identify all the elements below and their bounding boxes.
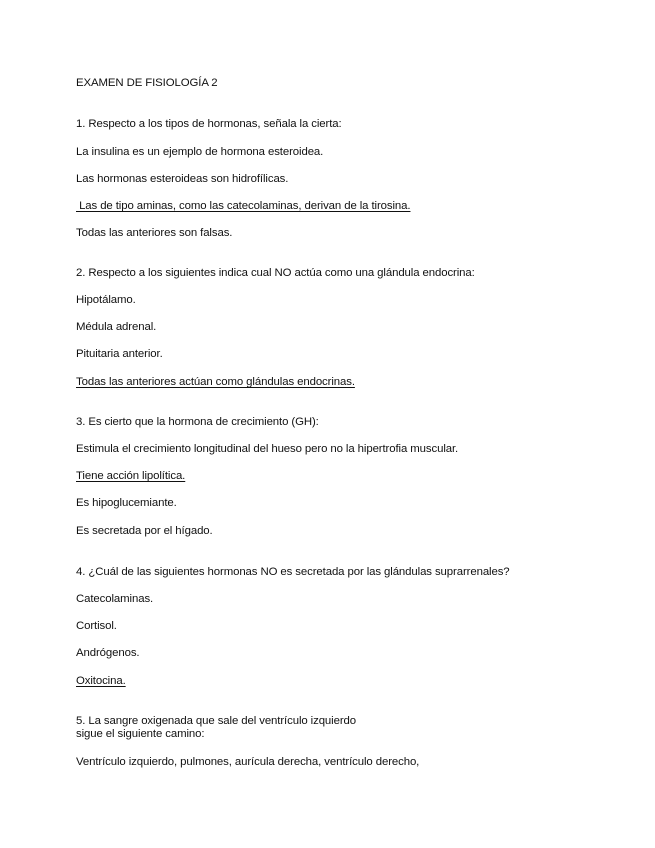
- question-2-option-d-correct: Todas las anteriores actúan como glándulas endocrinas.: [76, 376, 355, 388]
- question-3-option-c: Es hipoglucemiante.: [76, 497, 177, 509]
- exam-title: EXAMEN DE FISIOLOGÍA 2: [76, 77, 218, 89]
- question-5-prompt-line-1: 5. La sangre oxigenada que sale del ventrículo izquierdo: [76, 715, 356, 727]
- question-3-prompt: 3. Es cierto que la hormona de crecimiento (GH):: [76, 416, 319, 428]
- question-3-option-a: Estimula el crecimiento longitudinal del hueso pero no la hipertrofia muscular.: [76, 443, 459, 455]
- question-1-option-b: Las hormonas esteroideas son hidrofílicas.: [76, 173, 289, 185]
- question-4-option-d-correct: Oxitocina.: [76, 675, 126, 687]
- question-4-option-a: Catecolaminas.: [76, 593, 154, 605]
- question-2-option-b: Médula adrenal.: [76, 321, 157, 333]
- question-1-option-c-correct: Las de tipo aminas, como las catecolaminas, derivan de la tirosina.: [76, 200, 411, 212]
- question-5-prompt-line-2: sigue el siguiente camino:: [76, 728, 205, 740]
- question-5-option-a: Ventrículo izquierdo, pulmones, aurícula derecha, ventrículo derecho,: [76, 756, 420, 768]
- question-2-option-a: Hipotálamo.: [76, 294, 136, 306]
- question-1-option-a: La insulina es un ejemplo de hormona esteroidea.: [76, 146, 324, 158]
- question-4-option-c: Andrógenos.: [76, 647, 140, 659]
- question-3-option-d: Es secretada por el hígado.: [76, 525, 213, 537]
- question-3-option-b-correct: Tiene acción lipolítica.: [76, 470, 186, 482]
- question-2-option-c: Pituitaria anterior.: [76, 348, 163, 360]
- question-2-prompt: 2. Respecto a los siguientes indica cual NO actúa como una glándula endocrina:: [76, 267, 475, 279]
- question-1-prompt: 1. Respecto a los tipos de hormonas, señala la cierta:: [76, 118, 342, 130]
- question-1-option-d: Todas las anteriores son falsas.: [76, 227, 233, 239]
- question-4-prompt: 4. ¿Cuál de las siguientes hormonas NO es secretada por las glándulas suprarrenales?: [76, 566, 510, 578]
- question-4-option-b: Cortisol.: [76, 620, 117, 632]
